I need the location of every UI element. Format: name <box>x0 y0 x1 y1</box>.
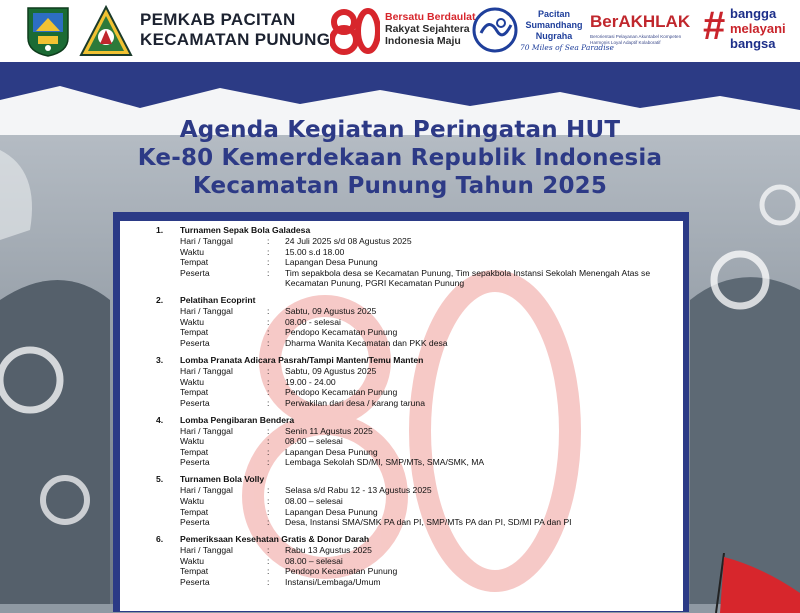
time-label: Waktu <box>180 436 205 447</box>
event-place: Pendopo Kecamatan Punung <box>285 327 398 338</box>
tagline-line-2: Rakyat Sejahtera <box>385 23 470 35</box>
date-label: Hari / Tanggal <box>180 545 233 556</box>
tagline-line-1: Bersatu Berdaulat <box>385 11 476 23</box>
colon: : <box>267 555 270 566</box>
colon: : <box>267 387 270 398</box>
event-place: Pendopo Kecamatan Punung <box>285 387 398 398</box>
event-place: Lapangan Desa Punung <box>285 506 378 517</box>
colon: : <box>267 337 270 348</box>
event-name: Turnamen Bola Volly <box>180 474 265 485</box>
event-item <box>120 415 683 468</box>
colon: : <box>267 577 270 588</box>
event-name: Turnamen Sepak Bola Galadesa <box>180 225 311 235</box>
event-time: 19.00 - 24.00 <box>285 376 336 387</box>
pacitan-anniversary-logo-icon <box>471 5 519 55</box>
colon: : <box>267 446 270 457</box>
participants-label: Peserta <box>180 517 210 528</box>
colon: : <box>267 376 270 387</box>
event-participants: Dharma Wanita Kecamatan dan PKK desa <box>285 337 448 348</box>
event-date: Sabtu, 09 Agustus 2025 <box>285 306 377 317</box>
participants-label: Peserta <box>180 457 210 468</box>
colon: : <box>267 327 270 338</box>
event-time: 08.00 - selesai <box>285 316 341 327</box>
time-label: Waktu <box>180 376 205 387</box>
organization-name <box>140 10 330 50</box>
bangsa-word: bangsa <box>730 36 776 51</box>
colon: : <box>267 306 270 317</box>
event-participants: Desa, Instansi SMA/SMK PA dan PI, SMP/MTs PA dan PI, SD/MI PA dan PI <box>285 517 572 528</box>
event-item <box>120 355 683 408</box>
pacitan-slogan <box>520 9 614 53</box>
agenda-document <box>120 221 683 611</box>
colon: : <box>267 425 270 436</box>
event-list <box>120 225 683 594</box>
event-time: 08.00 – selesai <box>285 555 343 566</box>
event-number: 5. <box>156 474 164 485</box>
event-place: Lapangan Desa Punung <box>285 257 378 268</box>
time-label: Waktu <box>180 555 205 566</box>
kecamatan-punung-emblem-icon <box>78 4 134 58</box>
colon: : <box>267 267 270 278</box>
event-participants: Perwakilan dari desa / karang taruna <box>285 397 425 408</box>
tagline-line-3: Indonesia Maju <box>385 35 461 47</box>
pacitan-line-3: Nugraha <box>535 31 573 41</box>
place-label: Tempat <box>180 327 209 338</box>
event-name: Lomba Pranata Adicara Pasrah/Tampi Manten/Temu Manten <box>180 354 424 365</box>
event-date: Sabtu, 09 Agustus 2025 <box>285 365 377 376</box>
colon: : <box>267 485 270 496</box>
melayani-word: melayani <box>730 21 786 36</box>
event-name: Lomba Pengibaran Bendera <box>180 414 295 425</box>
date-label: Hari / Tanggal <box>180 236 233 246</box>
time-label: Waktu <box>180 496 205 507</box>
pacitan-regency-emblem-icon <box>24 4 72 58</box>
participants-label: Peserta <box>180 267 210 278</box>
event-participants: Lembaga Sekolah SD/MI, SMP/MTs, SMA/SMK, MA <box>285 457 485 468</box>
event-participants: Tim sepakbola desa se Kecamatan Punung, Tim sepakbola Instansi Sekolah Menengah Atas se Kecamatan Punung, PGRI Kecamatan Punung <box>285 267 651 289</box>
colon: : <box>267 496 270 507</box>
event-date: Rabu 13 Agustus 2025 <box>285 545 372 556</box>
event-number: 3. <box>156 354 164 365</box>
event-time: 08.00 – selesai <box>285 436 343 447</box>
colon: : <box>267 566 270 577</box>
bangga-melayani-bangsa-logo <box>730 6 786 51</box>
event-place: Pendopo Kecamatan Punung <box>285 566 398 577</box>
org-line-2: KECAMATAN PUNUNG <box>140 30 331 49</box>
colon: : <box>267 397 270 408</box>
colon: : <box>267 436 270 447</box>
colon: : <box>267 457 270 468</box>
colon: : <box>267 236 270 246</box>
event-name: Pelatihan Ecoprint <box>180 295 256 306</box>
place-label: Tempat <box>180 257 209 268</box>
place-label: Tempat <box>180 446 209 457</box>
participants-label: Peserta <box>180 397 210 408</box>
event-date: Senin 11 Agustus 2025 <box>285 425 373 436</box>
colon: : <box>267 506 270 517</box>
pacitan-line-2: Sumandhang <box>525 20 583 30</box>
flag-decoration-icon <box>712 553 800 613</box>
event-place: Lapangan Desa Punung <box>285 446 378 457</box>
title-line-1: Agenda Kegiatan Peringatan HUT <box>179 117 621 143</box>
event-number: 4. <box>156 414 164 425</box>
hut-80-logo-icon <box>330 6 380 56</box>
bangga-word: bangga <box>730 6 777 21</box>
title-line-3: Kecamatan Punung Tahun 2025 <box>192 173 608 199</box>
participants-label: Peserta <box>180 577 210 588</box>
event-time: 08.00 – selesai <box>285 496 343 507</box>
event-item <box>120 474 683 527</box>
event-date: Selasa s/d Rabu 12 - 13 Agustus 2025 <box>285 485 432 496</box>
berakhlak-logo: BerAKHLAK <box>590 12 691 31</box>
pacitan-line-4: 70 Miles of Sea Paradise <box>520 43 614 52</box>
place-label: Tempat <box>180 387 209 398</box>
hut-80-tagline <box>385 11 475 47</box>
date-label: Hari / Tanggal <box>180 306 233 317</box>
event-item <box>120 295 683 348</box>
place-label: Tempat <box>180 506 209 517</box>
event-number: 1. <box>156 225 164 235</box>
header-bar <box>0 0 800 62</box>
berakhlak-subtitle: Berorientasi Pelayanan Akuntabel Kompeten Harmonis Loyal Adaptif Kolaboratif <box>590 34 682 45</box>
event-number: 6. <box>156 534 164 545</box>
date-label: Hari / Tanggal <box>180 365 233 376</box>
title-line-2: Ke-80 Kemerdekaan Republik Indonesia <box>137 145 663 171</box>
colon: : <box>267 365 270 376</box>
event-item <box>120 534 683 587</box>
pacitan-line-1: Pacitan <box>537 9 570 19</box>
colon: : <box>267 545 270 556</box>
participants-label: Peserta <box>180 337 210 348</box>
page-title <box>0 116 800 200</box>
colon: : <box>267 517 270 528</box>
date-label: Hari / Tanggal <box>180 425 233 436</box>
event-participants: Instansi/Lembaga/Umum <box>285 577 381 588</box>
colon: : <box>267 257 270 268</box>
colon: : <box>267 246 270 257</box>
place-label: Tempat <box>180 566 209 577</box>
org-line-1: PEMKAB PACITAN <box>140 10 296 29</box>
time-label: Waktu <box>180 316 205 327</box>
event-name: Pemeriksaan Kesehatan Gratis & Donor Darah <box>180 534 370 545</box>
hashtag-icon: # <box>703 4 726 48</box>
event-time: 15.00 s.d 18.00 <box>285 246 345 257</box>
event-number: 2. <box>156 295 164 306</box>
time-label: Waktu <box>180 246 205 257</box>
event-item <box>120 225 683 289</box>
colon: : <box>267 316 270 327</box>
date-label: Hari / Tanggal <box>180 485 233 496</box>
event-date: 24 Juli 2025 s/d 08 Agustus 2025 <box>285 236 412 246</box>
